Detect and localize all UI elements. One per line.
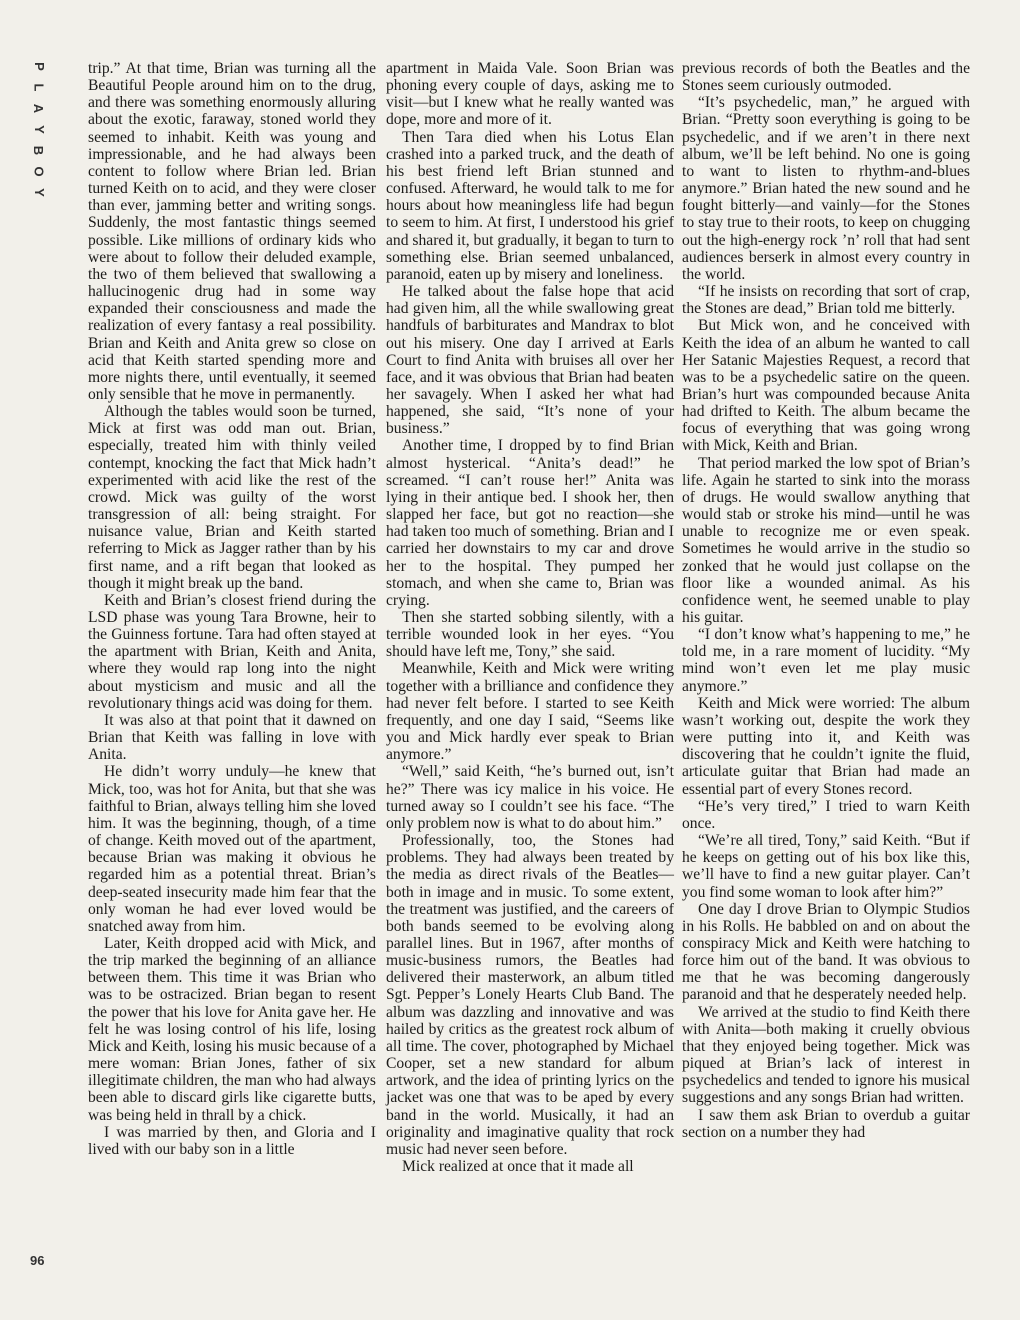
paragraph: trip.” At that time, Brian was turning all the Beautiful People around him on to the drug, and there was something enormously alluring about the exotic, faraway, stoned world they seemed to inhabit. Keith was young and impressionable, and he had always been content to follow where Brian led. Brian turned Keith on to acid, and they were closer than ever, jamming better and writing songs. Suddenly, the most fantastic things seemed possible. Like millions of ordinary kids who were about to follow their deluded example, the two of them believed that swallowing a hallucinogenic drug had in some way expanded their consciousness and made the realization of every fantasy a real possibility. Brian and Keith and Anita grew so close on acid that Keith started spending more and more nights there, until eventually, it seemed only sensible that he move in permanently. [88, 60, 376, 403]
text-column-3 [682, 60, 970, 1141]
text-column-1 [88, 60, 376, 1158]
paragraph: But Mick won, and he conceived with Keith the idea of an album he wanted to call Her Satanic Majesties Request, a record that was to be a psychedelic satire on the queen. Brian’s hurt was compounded because Anita had drifted to Keith. The album became the focus of everything that was going wrong with Mick, Keith and Brian. [682, 317, 970, 455]
paragraph: “We’re all tired, Tony,” said Keith. “But if he keeps on getting out of his box like this, we’ll have to find a new guitar player. Can’t you find some woman to look after him?” [682, 832, 970, 901]
paragraph: That period marked the low spot of Brian’s life. Again he started to sink into the morass of drugs. He would swallow anything that would stab or stroke his mind—until he was unable to recognize me or even speak. Sometimes he would arrive in the studio so zonked that he would just collapse on the floor like a wounded animal. As his confidence went, he seemed unable to play his guitar. [682, 454, 970, 626]
paragraph: I was married by then, and Gloria and I lived with our baby son in a little [88, 1123, 376, 1158]
sidebar-letter: P [31, 62, 47, 71]
sidebar-letter: L [31, 83, 47, 92]
paragraph: One day I drove Brian to Olympic Studios in his Rolls. He babbled on and on about the conspiracy Mick and Keith were hatching to force him out of the band. It was obvious to me that he was becoming dangerously paranoid and that he desperately needed help. [682, 900, 970, 1004]
paragraph: Keith and Brian’s closest friend during the LSD phase was young Tara Browne, heir to the Guinness fortune. Tara had often stayed at the apartment with Brian, Keith and Anita, where they would rap long into the night about mysticism and music and all the revolutionary things acid was doing for them. [88, 591, 376, 712]
sidebar-letter: Y [31, 125, 47, 134]
paragraph: He didn’t worry unduly—he knew that Mick, too, was hot for Anita, but that she was faithful to Brian, always telling him she loved him. It was the beginning, though, of a time of change. Keith moved out of the apartment, because Brian was making it obvious he regarded him as a potential threat. Brian’s deep-seated insecurity made him fear that the only woman he had ever loved would be snatched away from him. [88, 763, 376, 935]
paragraph: Then she started sobbing silently, with a terrible wounded look in her eyes. “You should have left me, Tony,” she said. [386, 609, 674, 661]
paragraph: Keith and Mick were worried: The album wasn’t working out, despite the work they were putting into it, and Keith was discovering that he couldn’t ignite the fluid, articulate guitar that Brian had made an essential part of every Stones record. [682, 694, 970, 798]
paragraph: We arrived at the studio to find Keith there with Anita—both making it cruelly obvious that they enjoyed being together. Mick was piqued at Brian’s lack of interest in psychedelics and tended to ignore his musical suggestions and any songs Brian had written. [682, 1003, 970, 1107]
sidebar-letter: B [31, 145, 47, 156]
paragraph: Although the tables would soon be turned, Mick at first was odd man out. Brian, especially, treated him with thinly veiled contempt, knocking the fact that Mick hadn’t experimented with acid like the rest of the crowd. Mick was guilty of the worst transgression of all: being straight. For nuisance value, Brian and Keith started referring to Mick as Jagger rather than by his first name, and a rift began that looked as though it might break up the band. [88, 403, 376, 592]
paragraph: “If he insists on recording that sort of crap, the Stones are dead,” Brian told me bitterly. [682, 283, 970, 318]
paragraph: Professionally, too, the Stones had problems. They had always been treated by the media as direct rivals of the Beatles—both in image and in music. To some extent, the treatment was justified, and the careers of both bands seemed to be evolving along parallel lines. But in 1967, after months of music-business rumors, the Beatles had delivered their masterwork, an album titled Sgt. Pepper’s Lonely Hearts Club Band. The album was dazzling and innovative and was hailed by critics as the greatest rock album of all time. The cover, photographed by Michael Cooper, set a new standard for album artwork, and the idea of printing lyrics on the jacket was one that was to be aped by every band in the world. Musically, it had an originality and imaginative quality that rock music had never seen before. [386, 832, 674, 1158]
paragraph: “It’s psychedelic, man,” he argued with Brian. “Pretty soon everything is going to be psychedelic, and if we aren’t in there next album, we’ll be left behind. No one is going to want to listen to rhythm-and-blues anymore.” Brian hated the new sound and he fought bitterly—and vainly—for the Stones to stay true to their roots, to keep on chugging out the high-energy rock ’n’ roll that had sent audiences berserk in almost every country in the world. [682, 94, 970, 283]
paragraph: It was also at that point that it dawned on Brian that Keith was falling in love with Anita. [88, 711, 376, 764]
paragraph: “He’s very tired,” I tried to warn Keith once. [682, 797, 970, 832]
paragraph: Meanwhile, Keith and Mick were writing together with a brilliance and confidence they had never felt before. I started to see Keith frequently, and one day I said, “Seems like you and Mick hardly ever speak to Brian anymore.” [386, 660, 674, 764]
magazine-sidebar-logo [28, 56, 50, 203]
sidebar-letter: A [31, 103, 47, 114]
paragraph: previous records of both the Beatles and the Stones seem curiously outmoded. [682, 60, 970, 95]
paragraph: Mick realized at once that it made all [402, 1158, 634, 1175]
paragraph: Another time, I dropped by to find Brian almost hysterical. “Anita’s dead!” he screamed. “I can’t rouse her!” Anita was lying in their antique bed. I shook her, then slapped her face, but got no reaction—she had taken too much of something. Brian and I carried her downstairs to my car and drove her to the hospital. They pumped her stomach, and when she came to, Brian was crying. [386, 437, 674, 609]
paragraph: “Well,” said Keith, “he’s burned out, isn’t he?” There was icy malice in his voice. He turned away so I couldn’t see his face. “The only problem now is what to do about him.” [386, 763, 674, 832]
text-column-2 [386, 60, 674, 1175]
sidebar-letter: Y [31, 188, 47, 197]
page-number: 96 [30, 1253, 45, 1268]
paragraph: He talked about the false hope that acid had given him, all the while swallowing great handfuls of barbiturates and Mandrax to blot out his misery. One day I arrived at Earls Court to find Anita with bruises all over her face, and it was obvious that Brian had beaten her savagely. When I asked her what had happened, she said, “It’s none of your business.” [386, 283, 674, 438]
paragraph: apartment in Maida Vale. Soon Brian was phoning every couple of days, asking me to visit—but I knew what he really wanted was dope, more and more of it. [386, 60, 674, 129]
sidebar-letter: O [31, 166, 47, 177]
paragraph: “I don’t know what’s happening to me,” he told me, in a rare moment of lucidity. “My mind won’t even let me play music anymore.” [682, 626, 970, 695]
paragraph: Then Tara died when his Lotus Elan crashed into a parked truck, and the death of his best friend left Brian stunned and confused. Afterward, he would talk to me for hours about how meaningless life had begun to seem to him. At first, I understood his grief and shared it, but gradually, it began to turn to something else. Brian seemed unbalanced, paranoid, eaten up by misery and loneliness. [386, 128, 674, 283]
paragraph: Later, Keith dropped acid with Mick, and the trip marked the beginning of an alliance between them. This time it was Brian who was to be ostracized. Brian began to resent the power that his love for Anita gave her. He felt he was losing control of his life, losing Mick and Keith, losing his music because of a mere woman: Brian Jones, father of six illegitimate children, the man who had always been able to discard girls like cigarette butts, was being held in thrall by a chick. [88, 934, 376, 1124]
paragraph: I saw them ask Brian to overdub a guitar section on a number they had [682, 1106, 970, 1141]
